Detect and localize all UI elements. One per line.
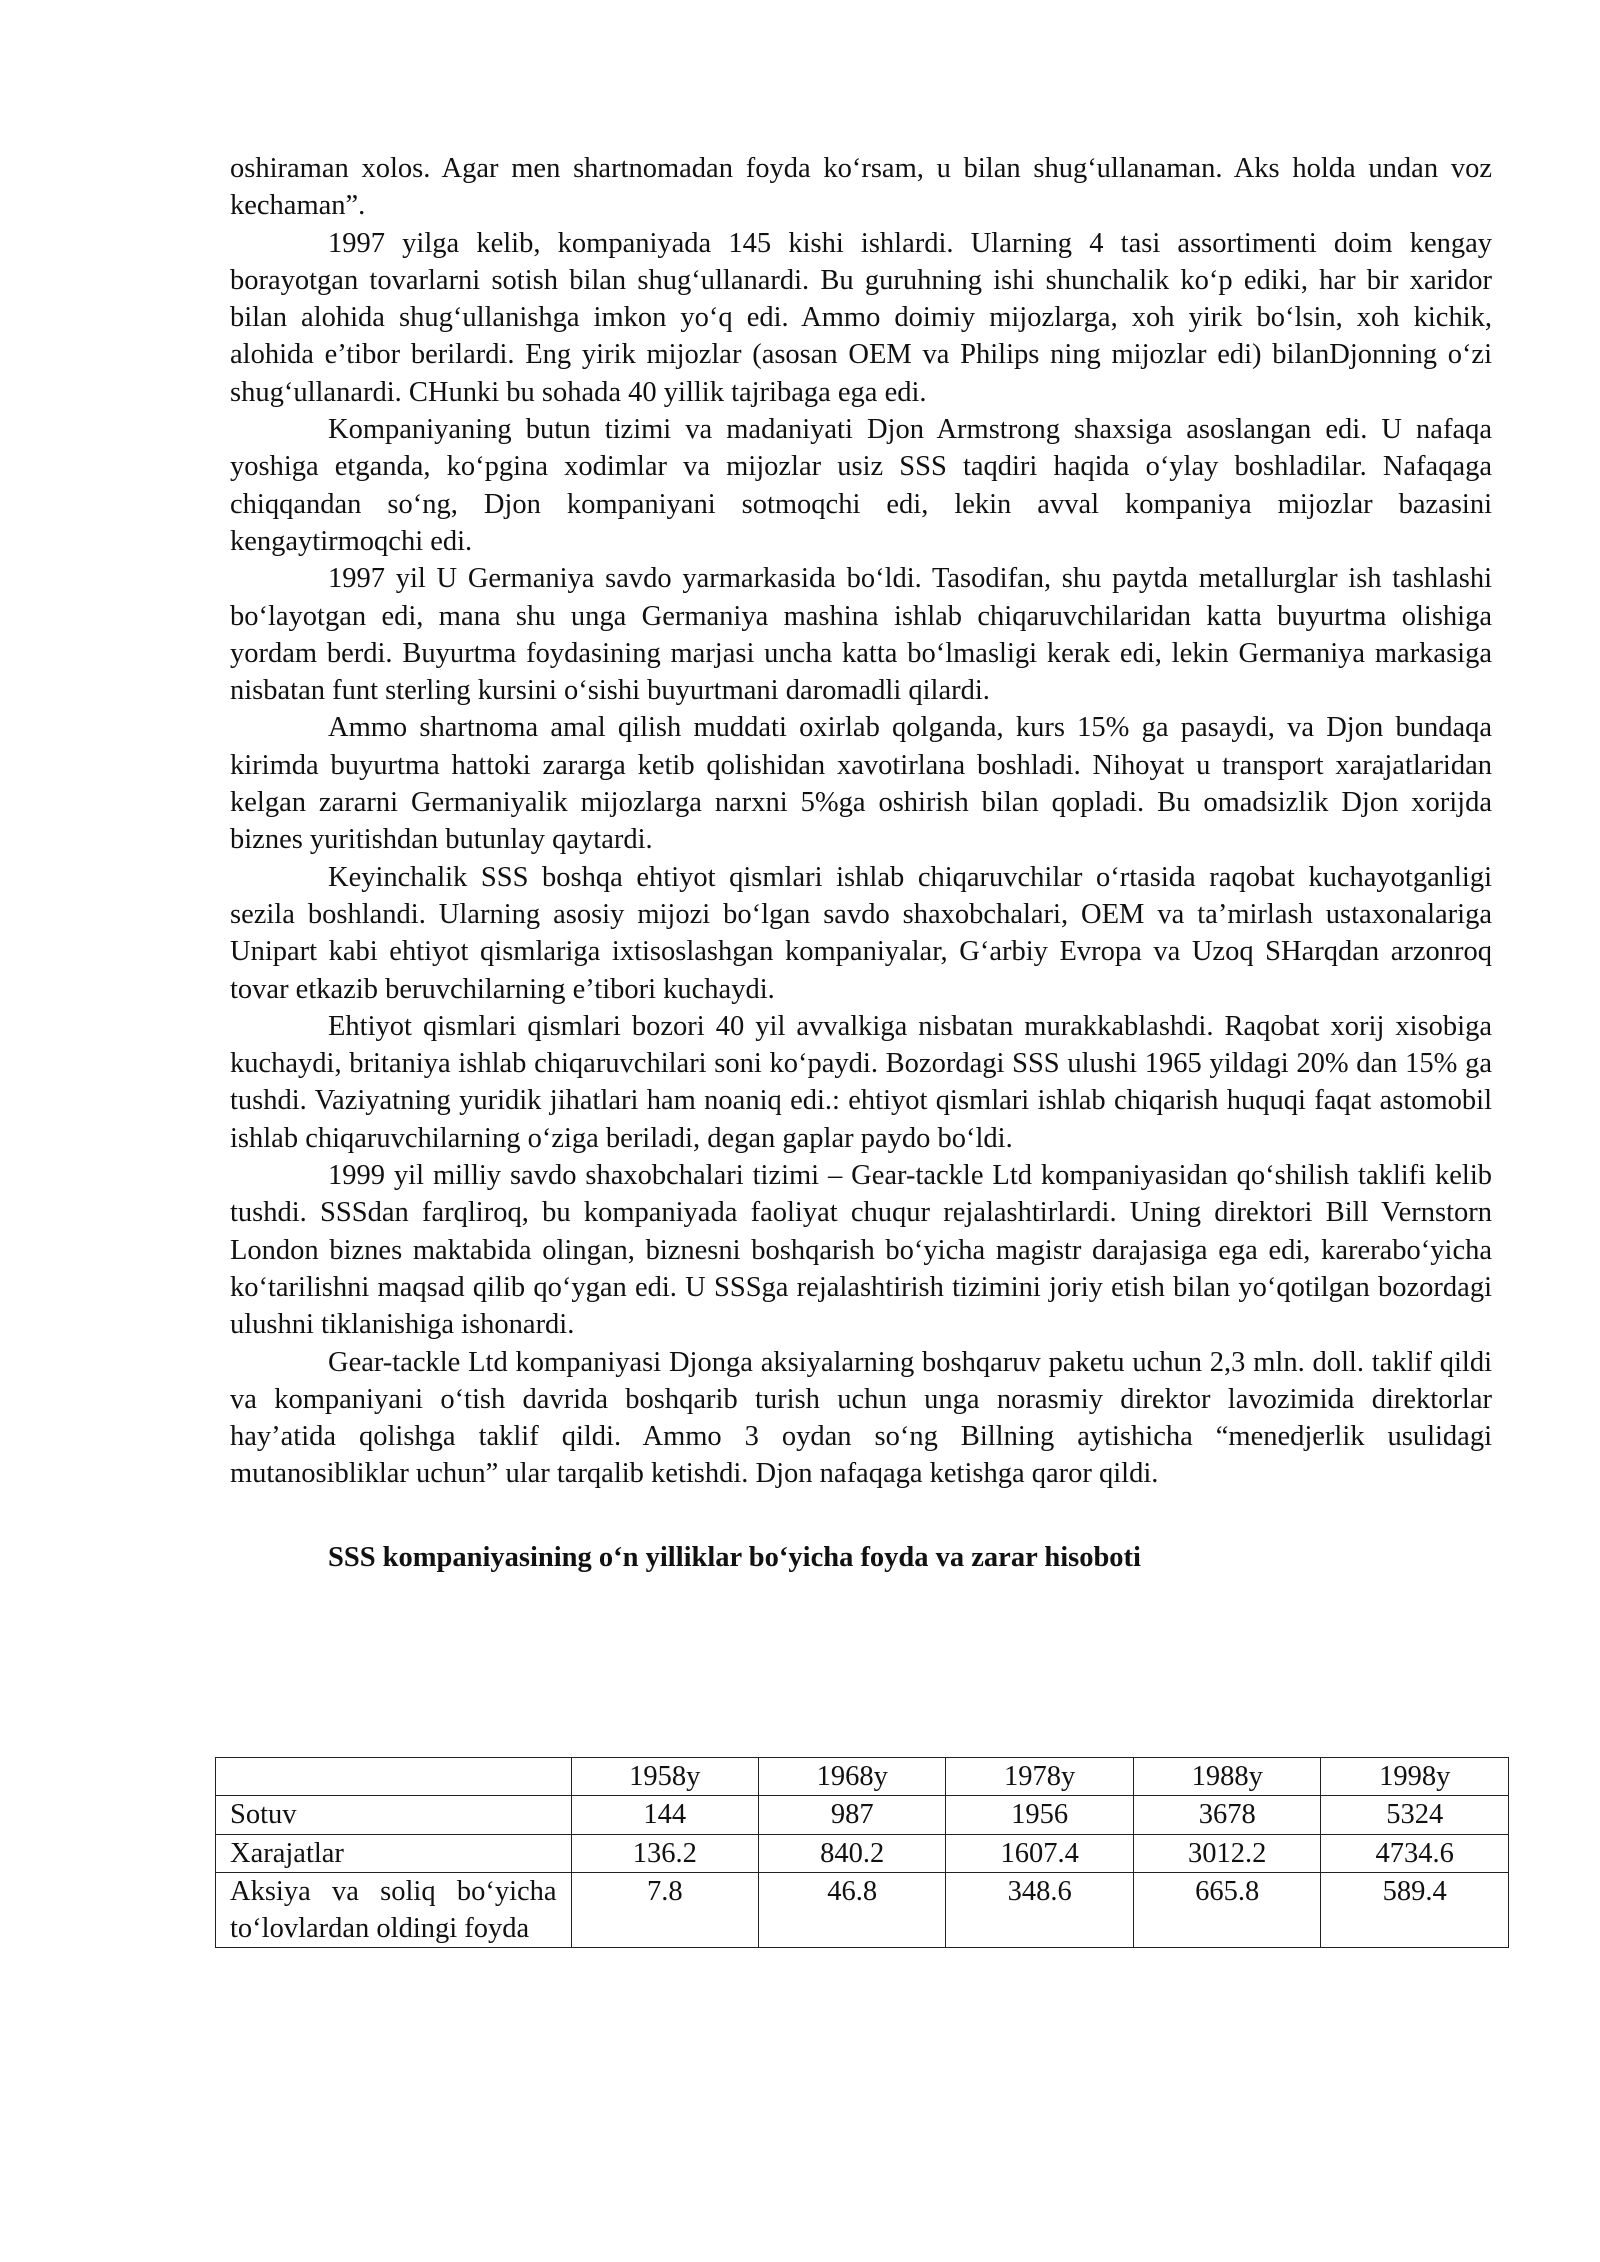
table-cell: 665.8	[1133, 1872, 1321, 1948]
table-row	[216, 1796, 1509, 1834]
table-header-cell: 1988y	[1133, 1758, 1321, 1796]
table-header-cell	[216, 1758, 572, 1796]
table-cell: Xarajatlar	[216, 1834, 572, 1872]
table-cell: 987	[758, 1796, 945, 1834]
table-cell: 136.2	[571, 1834, 758, 1872]
table-row	[216, 1834, 1509, 1872]
table-cell: Aksiya va soliq bo‘yicha to‘lovlardan oldingi foyda	[216, 1872, 572, 1948]
table-cell: 3678	[1133, 1796, 1321, 1834]
table-cell: 5324	[1321, 1796, 1509, 1834]
paragraph-8: 1999 yil milliy savdo shaxobchalari tizimi – Gear-tackle Ltd kompaniyasidan qo‘shilish taklifi kelib tushdi. SSSdan farqliroq, bu kompaniyada faoliyat chuqur rejalashtirlardi. Uning direktori Bill Vernstorn London biznes maktabida olingan, biznesni boshqarish bo‘yicha magistr darajasiga ega edi, karerabo‘yicha ko‘tarilishni maqsad qilib qo‘ygan edi. U SSSga rejalashtirish tizimini joriy etish bilan yo‘qotilgan bozordagi ulushni tiklanishiga ishonardi.	[230, 1160, 1492, 1341]
document-page	[230, 150, 1492, 1576]
paragraph-1: oshiraman xolos. Agar men shartnomadan foyda ko‘rsam, u bilan shug‘ullanaman. Aks holda undan voz kechaman”.	[230, 153, 1492, 222]
profit-loss-table	[215, 1757, 1509, 1948]
table-cell: 1607.4	[946, 1834, 1134, 1872]
table-cell: 1956	[946, 1796, 1134, 1834]
table-cell: 348.6	[946, 1872, 1134, 1948]
table-header-cell: 1958y	[571, 1758, 758, 1796]
table-cell: 144	[571, 1796, 758, 1834]
paragraph-6: Keyinchalik SSS boshqa ehtiyot qismlari ishlab chiqaruvchilar o‘rtasida raqobat kuchayotganligi sezila boshlandi. Ularning asosiy mijozi bo‘lgan savdo shaxobchalari, OEM va ta’mirlash ustaxonalariga Unipart kabi ehtiyot qismlariga ixtisoslashgan kompaniyalar, G‘arbiy Evropa va Uzoq SHarqdan arzonroq tovar etkazib beruvchilarning e’tibori kuchaydi.	[230, 861, 1492, 1005]
table-header-row	[216, 1758, 1509, 1796]
paragraph-5: Ammo shartnoma amal qilish muddati oxirlab qolganda, kurs 15% ga pasaydi, va Djon bundaqa kirimda buyurtma hattoki zararga ketib qolishidan xavotirlana boshladi. Nihoyat u transport xarajatlaridan kelgan zararni Germaniyalik mijozlarga narxni 5%ga oshirish bilan qopladi. Bu omadsizlik Djon xorijda biznes yuritishdan butunlay qaytardi.	[230, 712, 1492, 856]
paragraph-2: 1997 yilga kelib, kompaniyada 145 kishi ishlardi. Ularning 4 tasi assortimenti doim kengay borayotgan tovarlarni sotish bilan shug‘ullanardi. Bu guruhning ishi shunchalik ko‘p ediki, har bir xaridor bilan alohida shug‘ullanishga imkon yo‘q edi. Ammo doimiy mijozlarga, xoh yirik bo‘lsin, xoh kichik, alohida e’tibor berilardi. Eng yirik mijozlar (asosan OEM va Philips ning mijozlar edi) bilanDjonning o‘zi shug‘ullanardi. CHunki bu sohada 40 yillik tajribaga ega edi.	[230, 227, 1492, 408]
table-header-cell: 1978y	[946, 1758, 1134, 1796]
table-cell: 7.8	[571, 1872, 758, 1948]
table-cell: 589.4	[1321, 1872, 1509, 1948]
paragraph-3: Kompaniyaning butun tizimi va madaniyati Djon Armstrong shaxsiga asoslangan edi. U nafaqa yoshiga etganda, ko‘pgina xodimlar va mijozlar usiz SSS taqdiri haqida o‘ylay boshladilar. Nafaqaga chiqqandan so‘ng, Djon kompaniyani sotmoqchi edi, lekin avval kompaniya mijozlar bazasini kengaytirmoqchi edi.	[230, 414, 1492, 557]
paragraph-7: Ehtiyot qismlari qismlari bozori 40 yil avvalkiga nisbatan murakkablashdi. Raqobat xorij xisobiga kuchaydi, britaniya ishlab chiqaruvchilari soni ko‘paydi. Bozordagi SSS ulushi 1965 yildagi 20% dan 15% ga tushdi. Vaziyatning yuridik jihatlari ham noaniq edi.: ehtiyot qismlari ishlab chiqarish huquqi faqat astomobil ishlab chiqaruvchilarning o‘ziga beriladi, degan gaplar paydo bo‘ldi.	[230, 1010, 1492, 1154]
table-cell: 840.2	[758, 1834, 945, 1872]
table-cell: 46.8	[758, 1872, 945, 1948]
table-title: SSS kompaniyasining o‘n yilliklar bo‘yicha foyda va zarar hisoboti	[328, 1541, 1141, 1573]
table-cell: 4734.6	[1321, 1834, 1509, 1872]
table-cell: Sotuv	[216, 1796, 572, 1834]
paragraph-9: Gear-tackle Ltd kompaniyasi Djonga aksiyalarning boshqaruv paketu uchun 2,3 mln. doll. taklif qildi va kompaniyani o‘tish davrida boshqarib turish uchun unga norasmiy direktor lavozimida direktorlar hay’atida qolishga taklif qildi. Ammo 3 oydan so‘ng Billning aytishicha “menedjerlik usulidagi mutanosibliklar uchun” ular tarqalib ketishdi. Djon nafaqaga ketishga qaror qildi.	[230, 1346, 1492, 1490]
table-header-cell: 1998y	[1321, 1758, 1509, 1796]
table-row	[216, 1872, 1509, 1948]
table-header-cell: 1968y	[758, 1758, 945, 1796]
paragraph-4: 1997 yil U Germaniya savdo yarmarkasida bo‘ldi. Tasodifan, shu paytda metallurglar ish tashlashi bo‘layotgan edi, mana shu unga Germaniya mashina ishlab chiqaruvchilaridan katta buyurtma olishiga yordam berdi. Buyurtma foydasining marjasi uncha katta bo‘lmasligi kerak edi, lekin Germaniya markasiga nisbatan funt sterling kursini o‘sishi buyurtmani daromadli qilardi.	[230, 563, 1492, 707]
table-cell: 3012.2	[1133, 1834, 1321, 1872]
